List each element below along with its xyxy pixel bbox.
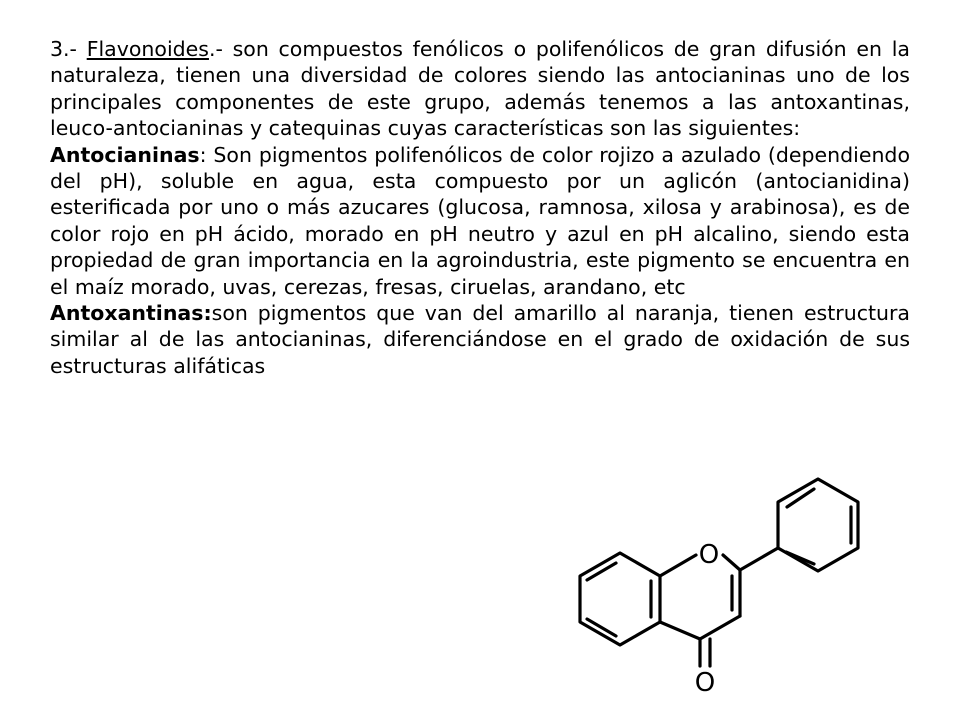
term-antoxantinas: Antoxantinas: (50, 301, 212, 326)
fused-benzene-ring (580, 553, 660, 645)
term-flavonoides: Flavonoides (86, 37, 209, 61)
flavonoides-description: .- son compuestos fenólicos o polifenólicos de gran difusión en la naturaleza, tienen una diversidad de colores siendo las antocianinas uno de los principales componentes de este grupo, además tenemos a las antoxantinas, leuco-antocianinas y catequinas cuyas características son las siguientes: (50, 37, 910, 141)
antoxantinas-description: son pigmentos que van del amarillo al naranja, tienen estructura similar al de las antocianinas, diferenciándose en el grado de oxidación de sus estructuras alifáticas (50, 301, 910, 378)
paragraph-antocianinas (50, 142, 910, 300)
carbonyl-oxygen-label: O (694, 668, 716, 698)
antocianinas-description: : Son pigmentos polifenólicos de color rojizo a azulado (dependiendo del pH), soluble en agua, esta compuesto por un aglicón (antocianidina) esterificada por uno o más azucares (glucosa, ramnosa, xilosa y arabinosa), es de color rojo en pH ácido, morado en pH neutro y azul en pH alcalino, siendo esta propiedad de gran importancia en la agroindustria, este pigmento se encuentra en el maíz morado, uvas, cerezas, fresas, ciruelas, arandano, etc (50, 142, 910, 299)
pyranone-ring (660, 555, 740, 666)
flavone-structure-diagram (560, 476, 920, 706)
paragraph-flavonoides (50, 36, 910, 142)
phenyl-ring (740, 479, 858, 571)
section-number: 3.- (50, 37, 87, 61)
term-antocianinas: Antocianinas (50, 142, 200, 167)
document-body (50, 36, 910, 379)
paragraph-antoxantinas (50, 300, 910, 379)
ring-oxygen-label: O (698, 540, 720, 570)
